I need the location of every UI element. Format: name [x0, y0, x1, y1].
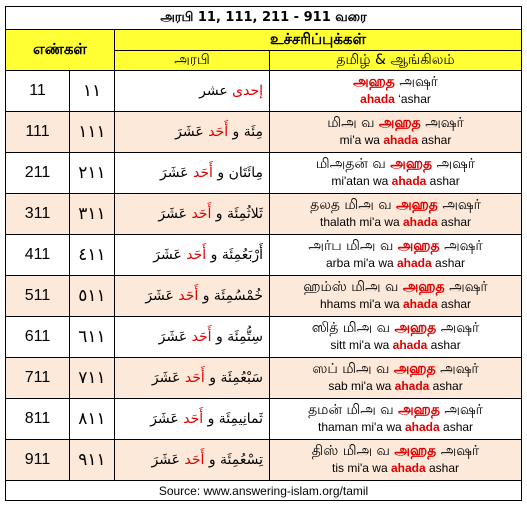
arabic-suffix: عَشَرَ	[151, 452, 185, 468]
table-title: அரபி 11, 111, 211 - 911 வரை	[6, 7, 522, 30]
tamil-highlight: அஹத	[393, 361, 436, 377]
translit-highlight: ahada	[403, 215, 438, 229]
translit-highlight: ahada	[392, 338, 428, 352]
tamil-prefix: ஹம்ஸ் மிஅ வ	[303, 279, 403, 295]
tamil-highlight: அஹத	[394, 320, 437, 336]
table-row	[6, 235, 522, 276]
table-row	[6, 358, 522, 399]
arabic-prefix: سَبْعُمِئَة و	[204, 370, 263, 386]
arabic-numeral-cell: ٩١١	[70, 440, 115, 481]
pronunciation-cell	[270, 399, 522, 440]
number-cell: 711	[6, 358, 70, 399]
arabic-highlight: أَحَد	[183, 411, 204, 427]
arabic-word-cell	[115, 399, 270, 440]
tamil-highlight: அஹத	[378, 115, 421, 131]
number-cell: 911	[6, 440, 70, 481]
arabic-word-cell	[115, 276, 270, 317]
tamil-suffix: அஷர்	[439, 402, 483, 418]
transliteration	[270, 296, 521, 313]
tamil-suffix: அஷர்	[420, 115, 464, 131]
number-cell: 111	[6, 112, 70, 153]
arabic-suffix: عَشَرَ	[158, 206, 192, 222]
pronunciation-cell	[270, 71, 522, 112]
tamil-prefix: திஸ் மிஅ வ	[311, 443, 395, 459]
arabic-suffix: عشر	[199, 83, 233, 99]
arabic-suffix: عَشَرَ	[151, 370, 185, 386]
translit-prefix: thalath mi'a wa	[320, 215, 403, 229]
translit-suffix: ashar	[431, 256, 466, 270]
number-cell: 211	[6, 153, 70, 194]
pronunciation-cell	[270, 358, 522, 399]
tamil-pronunciation	[270, 320, 521, 337]
translit-highlight: ahada	[403, 297, 438, 311]
translit-prefix: sab mi'a wa	[328, 379, 395, 393]
translit-highlight: ahada	[390, 461, 426, 475]
tamil-highlight: அஹத	[402, 279, 445, 295]
translit-suffix: ashar	[437, 297, 472, 311]
tamil-prefix: அர்ப மிஅ வ	[308, 238, 398, 254]
translit-highlight: ahada	[383, 133, 418, 147]
arabic-word-cell	[115, 317, 270, 358]
arabic-numeral-cell: ٢١١	[70, 153, 115, 194]
translit-suffix: ashar	[439, 420, 474, 434]
tamil-suffix: அஷர்	[439, 238, 483, 254]
tamil-highlight: அஹத	[398, 402, 440, 418]
table-row	[6, 317, 522, 358]
translit-prefix: tis mi'a wa	[332, 461, 391, 475]
arabic-highlight: أَحَد	[184, 452, 205, 468]
translit-suffix: ashar	[418, 133, 452, 147]
arabic-prefix: ثَلاثُمِئَة و	[211, 206, 263, 222]
tamil-suffix: அஷர்	[436, 320, 480, 336]
transliteration	[270, 460, 521, 477]
arabic-word-cell	[115, 440, 270, 481]
arabic-word-cell	[115, 358, 270, 399]
arabic-numeral-cell: ٧١١	[70, 358, 115, 399]
tamil-pronunciation	[270, 443, 521, 460]
translit-suffix: ashar	[437, 215, 472, 229]
arabic-highlight: أَحَد	[191, 329, 212, 345]
tamil-suffix: அஷர்	[436, 443, 480, 459]
transliteration	[270, 214, 521, 231]
translit-suffix: ‘ashar	[394, 92, 431, 106]
arabic-numeral-cell: ٤١١	[70, 235, 115, 276]
translit-highlight: ahada	[394, 379, 430, 393]
translit-prefix: mi'atan wa	[331, 174, 392, 188]
tamil-prefix: மிஅதன் வ	[315, 156, 391, 172]
translit-suffix: ashar	[426, 174, 460, 188]
number-cell: 11	[6, 71, 70, 112]
arabic-highlight: أَحَد	[184, 370, 205, 386]
translit-prefix: sitt mi'a wa	[330, 338, 393, 352]
tamil-suffix: அஷர்	[435, 361, 479, 377]
arabic-word-cell	[115, 235, 270, 276]
tamil-highlight: அஹத	[394, 443, 437, 459]
arabic-numeral-cell: ١١	[70, 71, 115, 112]
tamil-pronunciation	[270, 361, 521, 378]
number-cell: 811	[6, 399, 70, 440]
tamil-pronunciation	[270, 402, 521, 419]
arabic-highlight: أَحَد	[208, 124, 229, 140]
arabic-prefix: ثَمانِيمِئَة و	[203, 411, 263, 427]
table-row	[6, 399, 522, 440]
translit-prefix: hhams mi'a wa	[320, 297, 403, 311]
header-tamil-english: தமிழ் & ஆங்கிலம்	[270, 51, 522, 71]
arabic-suffix: عَشَرَ	[145, 288, 179, 304]
header-pronunciations: உச்சரிப்புக்கள்	[115, 30, 522, 51]
arabic-numeral-cell: ٨١١	[70, 399, 115, 440]
pronunciation-cell	[270, 235, 522, 276]
pronunciation-cell	[270, 276, 522, 317]
tamil-suffix: அஷர்	[444, 279, 488, 295]
translit-prefix: mi'a wa	[339, 133, 384, 147]
tamil-prefix: ஸித் மிஅ வ	[311, 320, 395, 336]
tamil-prefix: ஸப் மிஅ வ	[312, 361, 394, 377]
arabic-numeral-cell: ١١١	[70, 112, 115, 153]
transliteration	[270, 173, 521, 190]
tamil-prefix: தமன் மிஅ வ	[308, 402, 399, 418]
arabic-suffix: عَشَرَ	[158, 329, 192, 345]
translit-prefix: arba mi'a wa	[326, 256, 397, 270]
transliteration	[270, 132, 521, 149]
arabic-numeral-cell: ٦١١	[70, 317, 115, 358]
tamil-pronunciation	[270, 74, 521, 91]
tamil-suffix: அஷர்	[394, 74, 438, 90]
source-note: Source: www.answering-islam.org/tamil	[6, 481, 522, 501]
number-cell: 311	[6, 194, 70, 235]
transliteration	[270, 255, 521, 272]
table-row	[6, 194, 522, 235]
translit-suffix: ashar	[429, 379, 463, 393]
table-row	[6, 153, 522, 194]
tamil-pronunciation	[270, 115, 521, 132]
arabic-numeral-cell: ٣١١	[70, 194, 115, 235]
tamil-suffix: அஷர்	[432, 156, 476, 172]
header-numbers: எண்கள்	[6, 30, 115, 71]
arabic-prefix: أَرْبَعُمِئَة و	[206, 247, 263, 263]
table-row	[6, 112, 522, 153]
tamil-highlight: அஹத	[353, 74, 395, 90]
header-arabic: அரபி	[115, 51, 270, 71]
tamil-highlight: அஹத	[396, 197, 438, 213]
arabic-word-cell	[115, 112, 270, 153]
arabic-prefix: خُمْسُمِئَة و	[198, 288, 263, 304]
arabic-prefix: تِسْعُمِئَة و	[204, 452, 263, 468]
number-cell: 411	[6, 235, 70, 276]
transliteration	[270, 378, 521, 395]
translit-suffix: ashar	[425, 461, 460, 475]
tamil-suffix: அஷர்	[437, 197, 481, 213]
arabic-word-cell	[115, 153, 270, 194]
pronunciation-cell	[270, 194, 522, 235]
table-row	[6, 276, 522, 317]
arabic-highlight: أَحَد	[193, 165, 213, 181]
translit-highlight: ahada	[397, 256, 432, 270]
tamil-pronunciation	[270, 156, 521, 173]
tamil-highlight: அஹத	[390, 156, 433, 172]
arabic-highlight: إحدى	[232, 83, 263, 99]
pronunciation-cell	[270, 112, 522, 153]
table-row	[6, 71, 522, 112]
tamil-prefix: தலத மிஅ வ	[310, 197, 397, 213]
pronunciation-cell	[270, 440, 522, 481]
arabic-suffix: عَشَرَ	[150, 411, 184, 427]
arabic-prefix: مِائَتَان و	[212, 165, 263, 181]
number-cell: 511	[6, 276, 70, 317]
transliteration	[270, 91, 521, 108]
transliteration	[270, 337, 521, 354]
arabic-suffix: عَشَرَ	[153, 247, 187, 263]
pronunciation-cell	[270, 317, 522, 358]
numbers-table	[5, 6, 522, 501]
arabic-highlight: أَحَد	[191, 206, 212, 222]
arabic-word-cell	[115, 71, 270, 112]
arabic-suffix: عَشَرَ	[159, 165, 193, 181]
arabic-highlight: أَحَد	[178, 288, 199, 304]
translit-highlight: ahada	[360, 92, 395, 106]
translit-highlight: ahada	[405, 420, 440, 434]
arabic-prefix: سِتُّمِئَة و	[211, 329, 263, 345]
arabic-prefix: مِئَة و	[228, 124, 263, 140]
tamil-prefix: மிஅ வ	[327, 115, 379, 131]
tamil-pronunciation	[270, 197, 521, 214]
translit-suffix: ashar	[427, 338, 461, 352]
tamil-pronunciation	[270, 238, 521, 255]
translit-prefix: thaman mi'a wa	[318, 420, 405, 434]
arabic-highlight: أَحَد	[186, 247, 207, 263]
arabic-suffix: عَشَرَ	[175, 124, 209, 140]
arabic-word-cell	[115, 194, 270, 235]
table-row	[6, 440, 522, 481]
number-cell: 611	[6, 317, 70, 358]
arabic-numeral-cell: ٥١١	[70, 276, 115, 317]
pronunciation-cell	[270, 153, 522, 194]
transliteration	[270, 419, 521, 436]
tamil-pronunciation	[270, 279, 521, 296]
translit-highlight: ahada	[391, 174, 427, 188]
tamil-highlight: அஹத	[397, 238, 440, 254]
